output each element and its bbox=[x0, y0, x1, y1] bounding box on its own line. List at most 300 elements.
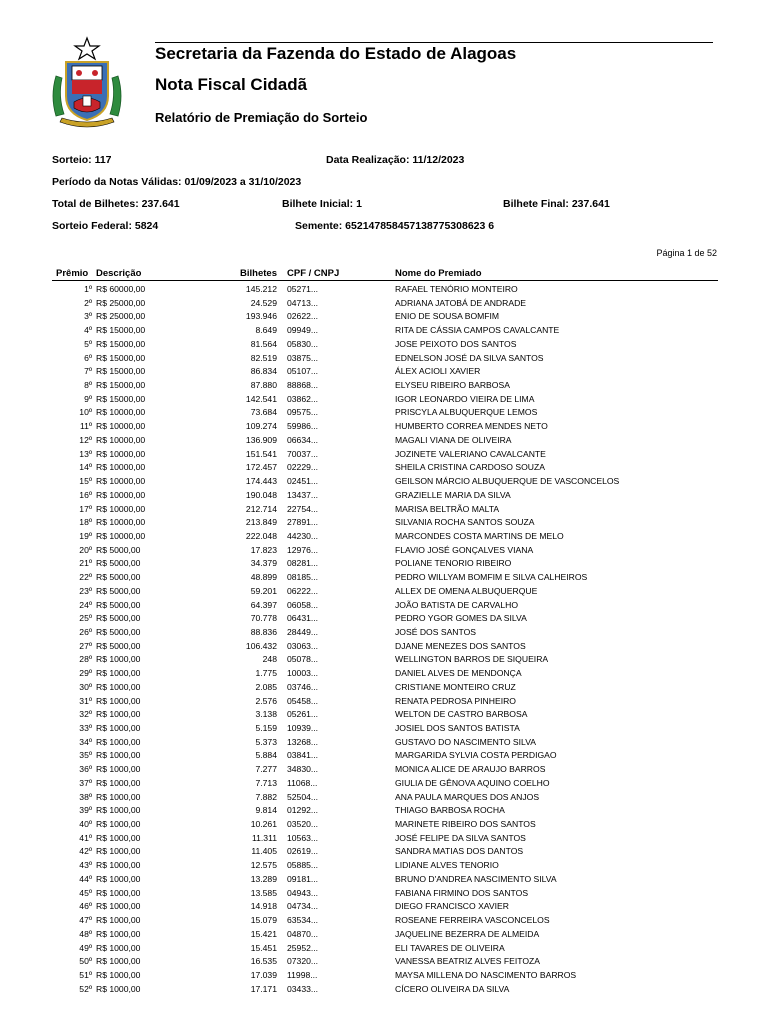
cell-nome: JOSÉ FELIPE DA SILVA SANTOS bbox=[395, 832, 526, 843]
header-bilhetes: Bilhetes bbox=[240, 268, 277, 279]
cell-premio: 38º bbox=[79, 791, 92, 802]
cell-premio: 3º bbox=[84, 311, 92, 322]
cell-nome: DIEGO FRANCISCO XAVIER bbox=[395, 901, 509, 912]
cell-bilhetes: 142.541 bbox=[245, 393, 277, 404]
table-row bbox=[52, 900, 718, 914]
table-row bbox=[52, 379, 718, 393]
cell-cpf: 03520... bbox=[287, 819, 319, 830]
cell-descricao: R$ 1000,00 bbox=[96, 750, 141, 761]
cell-nome: ELYSEU RIBEIRO BARBOSA bbox=[395, 380, 510, 391]
cell-premio: 29º bbox=[79, 668, 92, 679]
cell-premio: 11º bbox=[79, 421, 92, 432]
cell-descricao: R$ 1000,00 bbox=[96, 723, 141, 733]
cell-bilhetes: 48.899 bbox=[250, 572, 277, 583]
cell-cpf: 09949... bbox=[287, 325, 319, 336]
cell-nome: BRUNO D'ANDREA NASCIMENTO SILVA bbox=[395, 873, 557, 884]
table-row bbox=[52, 873, 718, 887]
cell-descricao: R$ 5000,00 bbox=[96, 640, 141, 651]
cell-premio: 24º bbox=[79, 599, 92, 610]
cell-nome: WELTON DE CASTRO BARBOSA bbox=[395, 709, 528, 720]
cell-premio: 34º bbox=[79, 736, 92, 747]
table-row bbox=[52, 969, 718, 983]
cell-cpf: 04870... bbox=[287, 928, 319, 939]
cell-nome: LIDIANE ALVES TENORIO bbox=[395, 860, 499, 871]
cell-nome: WELLINGTON BARROS DE SIQUEIRA bbox=[395, 654, 549, 665]
table-row bbox=[52, 612, 718, 626]
cell-descricao: R$ 1000,00 bbox=[96, 969, 141, 980]
sorteio-federal: Sorteio Federal: 5824 bbox=[52, 220, 159, 232]
cell-descricao: R$ 5000,00 bbox=[96, 599, 141, 610]
cell-bilhetes: 81.564 bbox=[250, 338, 277, 349]
cell-descricao: R$ 10000,00 bbox=[96, 421, 146, 432]
cell-cpf: 05885... bbox=[287, 860, 319, 871]
cell-nome: GUSTAVO DO NASCIMENTO SILVA bbox=[395, 736, 537, 747]
cell-nome: THIAGO BARBOSA ROCHA bbox=[395, 805, 505, 816]
table-row bbox=[52, 708, 718, 722]
cell-cpf: 22754... bbox=[287, 503, 319, 514]
cell-descricao: R$ 1000,00 bbox=[96, 681, 141, 692]
cell-premio: 21º bbox=[79, 558, 92, 569]
cell-descricao: R$ 10000,00 bbox=[96, 503, 146, 514]
cell-premio: 44º bbox=[79, 873, 92, 884]
cell-cpf: 25952... bbox=[287, 942, 319, 953]
cell-cpf: 59986... bbox=[287, 421, 319, 432]
cell-premio: 37º bbox=[79, 777, 92, 788]
cell-premio: 17º bbox=[79, 503, 92, 514]
cell-nome: PEDRO YGOR GOMES DA SILVA bbox=[395, 613, 527, 624]
table-row bbox=[52, 557, 718, 571]
cell-bilhetes: 17.039 bbox=[250, 969, 277, 980]
header-premio: Prêmio bbox=[56, 268, 89, 279]
cell-cpf: 06634... bbox=[287, 434, 319, 445]
table-row bbox=[52, 406, 718, 420]
cell-nome: SANDRA MATIAS DOS DANTOS bbox=[395, 846, 524, 857]
cell-cpf: 03746... bbox=[287, 681, 319, 692]
cell-bilhetes: 145.212 bbox=[245, 284, 277, 294]
cell-descricao: R$ 1000,00 bbox=[96, 887, 141, 898]
cell-bilhetes: 15.079 bbox=[250, 915, 277, 926]
cell-descricao: R$ 25000,00 bbox=[96, 311, 146, 322]
cell-descricao: R$ 25000,00 bbox=[96, 297, 146, 308]
table-row bbox=[52, 544, 718, 558]
document-title: Secretaria da Fazenda do Estado de Alagoas bbox=[155, 44, 517, 63]
cell-bilhetes: 11.405 bbox=[251, 846, 277, 857]
cell-bilhetes: 151.541 bbox=[245, 448, 277, 459]
cell-descricao: R$ 10000,00 bbox=[96, 434, 146, 445]
cell-bilhetes: 7.277 bbox=[255, 764, 277, 775]
cell-bilhetes: 17.171 bbox=[250, 983, 277, 994]
header-rule bbox=[155, 42, 713, 43]
cell-cpf: 02451... bbox=[287, 476, 319, 487]
alagoas-coat-of-arms-logo bbox=[46, 36, 128, 132]
cell-premio: 19º bbox=[79, 530, 92, 541]
cell-cpf: 07320... bbox=[287, 956, 319, 967]
cell-premio: 46º bbox=[79, 901, 92, 912]
cell-bilhetes: 106.432 bbox=[245, 640, 277, 651]
cell-cpf: 63534... bbox=[287, 915, 319, 926]
cell-cpf: 09181... bbox=[287, 873, 319, 884]
cell-bilhetes: 5.884 bbox=[255, 750, 277, 761]
table-row bbox=[52, 310, 718, 324]
cell-nome: JOÃO BATISTA DE CARVALHO bbox=[395, 599, 519, 610]
cell-descricao: R$ 1000,00 bbox=[96, 860, 141, 871]
table-row bbox=[52, 571, 718, 585]
cell-bilhetes: 248 bbox=[262, 654, 277, 665]
prize-table-body bbox=[52, 283, 718, 996]
table-row bbox=[52, 859, 718, 873]
cell-cpf: 05078... bbox=[287, 654, 319, 665]
cell-descricao: R$ 1000,00 bbox=[96, 832, 141, 843]
table-row bbox=[52, 749, 718, 763]
cell-bilhetes: 5.373 bbox=[255, 736, 277, 747]
cell-nome: MAGALI VIANA DE OLIVEIRA bbox=[395, 434, 512, 445]
cell-nome: PEDRO WILLYAM BOMFIM E SILVA CALHEIROS bbox=[395, 572, 588, 583]
cell-descricao: R$ 1000,00 bbox=[96, 928, 141, 939]
table-row bbox=[52, 887, 718, 901]
cell-nome: GIULIA DE GÊNOVA AQUINO COELHO bbox=[395, 777, 550, 788]
cell-bilhetes: 213.849 bbox=[245, 517, 277, 528]
table-row bbox=[52, 434, 718, 448]
cell-nome: GEILSON MÁRCIO ALBUQUERQUE DE VASCONCELOS bbox=[395, 476, 620, 487]
cell-cpf: 10939... bbox=[287, 723, 319, 733]
cell-cpf: 08185... bbox=[287, 572, 319, 583]
cell-bilhetes: 2.085 bbox=[255, 681, 277, 692]
cell-bilhetes: 17.823 bbox=[250, 544, 277, 555]
cell-nome: JOSIEL DOS SANTOS BATISTA bbox=[395, 723, 520, 733]
cell-descricao: R$ 1000,00 bbox=[96, 983, 141, 994]
cell-premio: 30º bbox=[79, 681, 92, 692]
cell-nome: ÁLEX ACIOLI XAVIER bbox=[395, 366, 481, 377]
cell-cpf: 03875... bbox=[287, 352, 319, 363]
cell-nome: SHEILA CRISTINA CARDOSO SOUZA bbox=[395, 462, 545, 473]
cell-bilhetes: 222.048 bbox=[245, 530, 277, 541]
cell-bilhetes: 11.311 bbox=[251, 832, 277, 843]
cell-nome: MARCONDES COSTA MARTINS DE MELO bbox=[395, 530, 564, 541]
cell-bilhetes: 212.714 bbox=[245, 503, 277, 514]
cell-descricao: R$ 10000,00 bbox=[96, 476, 146, 487]
header-nome: Nome do Premiado bbox=[395, 268, 482, 279]
table-row bbox=[52, 516, 718, 530]
cell-descricao: R$ 15000,00 bbox=[96, 380, 146, 391]
cell-bilhetes: 2.576 bbox=[255, 695, 277, 706]
table-row bbox=[52, 832, 718, 846]
table-row bbox=[52, 352, 718, 366]
cell-nome: MAYSA MILLENA DO NASCIMENTO BARROS bbox=[395, 969, 577, 980]
cell-bilhetes: 34.379 bbox=[250, 558, 277, 569]
cell-bilhetes: 82.519 bbox=[250, 352, 277, 363]
cell-cpf: 10003... bbox=[287, 668, 319, 679]
cell-cpf: 05830... bbox=[287, 338, 319, 349]
cell-premio: 9º bbox=[84, 393, 92, 404]
cell-bilhetes: 1.775 bbox=[255, 668, 277, 679]
cell-descricao: R$ 1000,00 bbox=[96, 846, 141, 857]
cell-bilhetes: 13.289 bbox=[250, 873, 277, 884]
table-row bbox=[52, 640, 718, 654]
cell-cpf: 05261... bbox=[287, 709, 319, 720]
table-row bbox=[52, 626, 718, 640]
table-row bbox=[52, 448, 718, 462]
table-row bbox=[52, 393, 718, 407]
cell-nome: PRISCYLA ALBUQUERQUE LEMOS bbox=[395, 407, 538, 418]
header-cpf-cnpj: CPF / CNPJ bbox=[287, 268, 340, 279]
cell-cpf: 01292... bbox=[287, 805, 319, 816]
cell-premio: 7º bbox=[84, 366, 92, 377]
cell-nome: FABIANA FIRMINO DOS SANTOS bbox=[395, 887, 529, 898]
cell-cpf: 04734... bbox=[287, 901, 319, 912]
cell-premio: 28º bbox=[79, 654, 92, 665]
cell-nome: VANESSA BEATRIZ ALVES FEITOZA bbox=[395, 956, 541, 967]
cell-descricao: R$ 5000,00 bbox=[96, 613, 141, 624]
cell-premio: 2º bbox=[84, 297, 92, 308]
cell-nome: JOSE PEIXOTO DOS SANTOS bbox=[395, 338, 517, 349]
cell-descricao: R$ 60000,00 bbox=[96, 284, 146, 294]
cell-cpf: 13437... bbox=[287, 489, 319, 500]
cell-nome: DANIEL ALVES DE MENDONÇA bbox=[395, 668, 522, 679]
cell-premio: 4º bbox=[84, 325, 92, 336]
cell-premio: 13º bbox=[79, 448, 92, 459]
cell-premio: 10º bbox=[79, 407, 92, 418]
cell-cpf: 11068... bbox=[287, 777, 318, 788]
table-row bbox=[52, 585, 718, 599]
cell-nome: MARINETE RIBEIRO DOS SANTOS bbox=[395, 819, 536, 830]
bilhete-inicial: Bilhete Inicial: 1 bbox=[282, 198, 362, 210]
cell-nome: MARISA BELTRÃO MALTA bbox=[395, 503, 500, 514]
cell-premio: 51º bbox=[79, 969, 92, 980]
cell-cpf: 10563... bbox=[287, 832, 319, 843]
cell-descricao: R$ 1000,00 bbox=[96, 873, 141, 884]
cell-premio: 41º bbox=[79, 832, 92, 843]
table-row bbox=[52, 365, 718, 379]
cell-descricao: R$ 1000,00 bbox=[96, 668, 141, 679]
cell-descricao: R$ 1000,00 bbox=[96, 805, 141, 816]
cell-premio: 1º bbox=[84, 284, 92, 294]
cell-nome: CÍCERO OLIVEIRA DA SILVA bbox=[395, 983, 510, 994]
table-row bbox=[52, 818, 718, 832]
cell-descricao: R$ 1000,00 bbox=[96, 819, 141, 830]
table-row bbox=[52, 722, 718, 736]
cell-bilhetes: 86.834 bbox=[250, 366, 277, 377]
cell-cpf: 08281... bbox=[287, 558, 319, 569]
cell-cpf: 52504... bbox=[287, 791, 319, 802]
cell-nome: ENIO DE SOUSA BOMFIM bbox=[395, 311, 500, 322]
cell-descricao: R$ 5000,00 bbox=[96, 585, 141, 596]
cell-descricao: R$ 10000,00 bbox=[96, 407, 146, 418]
cell-bilhetes: 88.836 bbox=[250, 626, 277, 637]
cell-bilhetes: 7.713 bbox=[255, 777, 277, 788]
table-row bbox=[52, 845, 718, 859]
cell-cpf: 05271... bbox=[287, 284, 319, 294]
cell-bilhetes: 13.585 bbox=[250, 887, 277, 898]
table-row bbox=[52, 324, 718, 338]
cell-premio: 27º bbox=[79, 640, 92, 651]
table-row bbox=[52, 503, 718, 517]
cell-premio: 35º bbox=[79, 750, 92, 761]
cell-premio: 22º bbox=[79, 572, 92, 583]
table-row bbox=[52, 530, 718, 544]
cell-descricao: R$ 1000,00 bbox=[96, 736, 141, 747]
cell-nome: EDNELSON JOSÉ DA SILVA SANTOS bbox=[395, 352, 544, 363]
cell-nome: RAFAEL TENÓRIO MONTEIRO bbox=[395, 284, 518, 294]
cell-nome: JAQUELINE BEZERRA DE ALMEIDA bbox=[395, 928, 540, 939]
cell-premio: 16º bbox=[79, 489, 92, 500]
cell-premio: 12º bbox=[79, 434, 92, 445]
semente: Semente: 652147858457138775308623 6 bbox=[295, 220, 495, 232]
cell-bilhetes: 87.880 bbox=[250, 380, 277, 391]
cell-bilhetes: 8.649 bbox=[255, 325, 277, 336]
cell-bilhetes: 15.421 bbox=[250, 928, 277, 939]
cell-premio: 8º bbox=[84, 380, 92, 391]
cell-descricao: R$ 1000,00 bbox=[96, 654, 141, 665]
cell-cpf: 28449... bbox=[287, 626, 319, 637]
cell-cpf: 70037... bbox=[287, 448, 319, 459]
sorteio-number: Sorteio: 117 bbox=[52, 154, 112, 166]
cell-bilhetes: 9.814 bbox=[255, 805, 277, 816]
cell-cpf: 02229... bbox=[287, 462, 319, 473]
table-row bbox=[52, 804, 718, 818]
table-row bbox=[52, 695, 718, 709]
cell-premio: 26º bbox=[79, 626, 92, 637]
cell-nome: MONICA ALICE DE ARAUJO BARROS bbox=[395, 764, 546, 775]
cell-bilhetes: 59.201 bbox=[250, 585, 277, 596]
cell-cpf: 06222... bbox=[287, 585, 319, 596]
table-row bbox=[52, 461, 718, 475]
cell-cpf: 03862... bbox=[287, 393, 319, 404]
cell-bilhetes: 172.457 bbox=[245, 462, 277, 473]
cell-premio: 15º bbox=[79, 476, 92, 487]
table-header bbox=[52, 268, 718, 281]
cell-cpf: 02619... bbox=[287, 846, 319, 857]
cell-cpf: 03433... bbox=[287, 983, 319, 994]
cell-descricao: R$ 1000,00 bbox=[96, 915, 141, 926]
cell-cpf: 11998... bbox=[287, 969, 318, 980]
cell-premio: 52º bbox=[79, 983, 92, 994]
cell-cpf: 06058... bbox=[287, 599, 319, 610]
cell-premio: 18º bbox=[79, 517, 92, 528]
cell-bilhetes: 174.443 bbox=[245, 476, 277, 487]
cell-nome: ANA PAULA MARQUES DOS ANJOS bbox=[395, 791, 540, 802]
cell-bilhetes: 70.778 bbox=[250, 613, 277, 624]
cell-descricao: R$ 15000,00 bbox=[96, 325, 146, 336]
cell-cpf: 06431... bbox=[287, 613, 319, 624]
table-row bbox=[52, 489, 718, 503]
bilhete-final: Bilhete Final: 237.641 bbox=[503, 198, 610, 210]
cell-descricao: R$ 1000,00 bbox=[96, 901, 141, 912]
cell-descricao: R$ 10000,00 bbox=[96, 462, 146, 473]
cell-premio: 45º bbox=[79, 887, 92, 898]
cell-bilhetes: 12.575 bbox=[250, 860, 277, 871]
cell-bilhetes: 24.529 bbox=[250, 297, 277, 308]
cell-descricao: R$ 5000,00 bbox=[96, 558, 141, 569]
cell-premio: 47º bbox=[79, 915, 92, 926]
cell-nome: JOSÉ DOS SANTOS bbox=[395, 626, 477, 637]
cell-bilhetes: 14.918 bbox=[250, 901, 277, 912]
table-row bbox=[52, 681, 718, 695]
cell-descricao: R$ 10000,00 bbox=[96, 530, 146, 541]
cell-bilhetes: 5.159 bbox=[255, 723, 277, 733]
cell-bilhetes: 73.684 bbox=[250, 407, 277, 418]
cell-bilhetes: 10.261 bbox=[250, 819, 277, 830]
cell-nome: IGOR LEONARDO VIEIRA DE LIMA bbox=[395, 393, 535, 404]
table-row bbox=[52, 297, 718, 311]
table-row bbox=[52, 942, 718, 956]
cell-cpf: 05107... bbox=[287, 366, 319, 377]
cell-cpf: 04943... bbox=[287, 887, 319, 898]
cell-nome: HUMBERTO CORREA MENDES NETO bbox=[395, 421, 548, 432]
cell-premio: 23º bbox=[79, 585, 92, 596]
cell-cpf: 03063... bbox=[287, 640, 319, 651]
cell-nome: ALLEX DE OMENA ALBUQUERQUE bbox=[395, 585, 538, 596]
cell-nome: SILVANIA ROCHA SANTOS SOUZA bbox=[395, 517, 535, 528]
cell-premio: 31º bbox=[79, 695, 92, 706]
cell-bilhetes: 7.882 bbox=[255, 791, 277, 802]
cell-premio: 14º bbox=[79, 462, 92, 473]
table-row bbox=[52, 763, 718, 777]
cell-descricao: R$ 1000,00 bbox=[96, 709, 141, 720]
cell-cpf: 02622... bbox=[287, 311, 319, 322]
table-row bbox=[52, 983, 718, 997]
data-realizacao: Data Realização: 11/12/2023 bbox=[326, 154, 465, 166]
cell-descricao: R$ 1000,00 bbox=[96, 956, 141, 967]
cell-descricao: R$ 1000,00 bbox=[96, 695, 141, 706]
cell-descricao: R$ 10000,00 bbox=[96, 517, 146, 528]
table-row bbox=[52, 338, 718, 352]
cell-premio: 32º bbox=[79, 709, 92, 720]
table-row bbox=[52, 653, 718, 667]
cell-bilhetes: 15.451 bbox=[250, 942, 277, 953]
cell-cpf: 03841... bbox=[287, 750, 319, 761]
cell-premio: 5º bbox=[84, 338, 92, 349]
table-row bbox=[52, 475, 718, 489]
cell-bilhetes: 16.535 bbox=[250, 956, 277, 967]
table-row bbox=[52, 283, 718, 297]
cell-premio: 39º bbox=[79, 805, 92, 816]
cell-bilhetes: 190.048 bbox=[245, 489, 277, 500]
cell-descricao: R$ 15000,00 bbox=[96, 393, 146, 404]
cell-nome: ELI TAVARES DE OLIVEIRA bbox=[395, 942, 505, 953]
table-row bbox=[52, 791, 718, 805]
cell-nome: CRISTIANE MONTEIRO CRUZ bbox=[395, 681, 516, 692]
cell-cpf: 04713... bbox=[287, 297, 319, 308]
cell-descricao: R$ 15000,00 bbox=[96, 366, 146, 377]
cell-descricao: R$ 1000,00 bbox=[96, 942, 141, 953]
cell-cpf: 09575... bbox=[287, 407, 319, 418]
cell-cpf: 27891... bbox=[287, 517, 319, 528]
cell-nome: JOZINETE VALERIANO CAVALCANTE bbox=[395, 448, 546, 459]
cell-cpf: 05458... bbox=[287, 695, 319, 706]
cell-bilhetes: 3.138 bbox=[255, 709, 277, 720]
cell-premio: 42º bbox=[79, 846, 92, 857]
cell-premio: 43º bbox=[79, 860, 92, 871]
cell-nome: DJANE MENEZES DOS SANTOS bbox=[395, 640, 526, 651]
cell-premio: 6º bbox=[84, 352, 92, 363]
cell-premio: 50º bbox=[79, 956, 92, 967]
cell-nome: ADRIANA JATOBÁ DE ANDRADE bbox=[395, 297, 527, 308]
table-row bbox=[52, 955, 718, 969]
table-row bbox=[52, 777, 718, 791]
table-row bbox=[52, 667, 718, 681]
cell-bilhetes: 193.946 bbox=[245, 311, 277, 322]
cell-descricao: R$ 1000,00 bbox=[96, 777, 141, 788]
periodo-notas: Período da Notas Válidas: 01/09/2023 a 31/10/2023 bbox=[52, 176, 302, 188]
cell-descricao: R$ 1000,00 bbox=[96, 791, 141, 802]
header-descricao: Descrição bbox=[96, 268, 142, 279]
cell-descricao: R$ 15000,00 bbox=[96, 352, 146, 363]
table-row bbox=[52, 420, 718, 434]
cell-nome: ROSEANE FERREIRA VASCONCELOS bbox=[395, 915, 550, 926]
cell-descricao: R$ 5000,00 bbox=[96, 572, 141, 583]
table-row bbox=[52, 928, 718, 942]
cell-descricao: R$ 1000,00 bbox=[96, 764, 141, 775]
